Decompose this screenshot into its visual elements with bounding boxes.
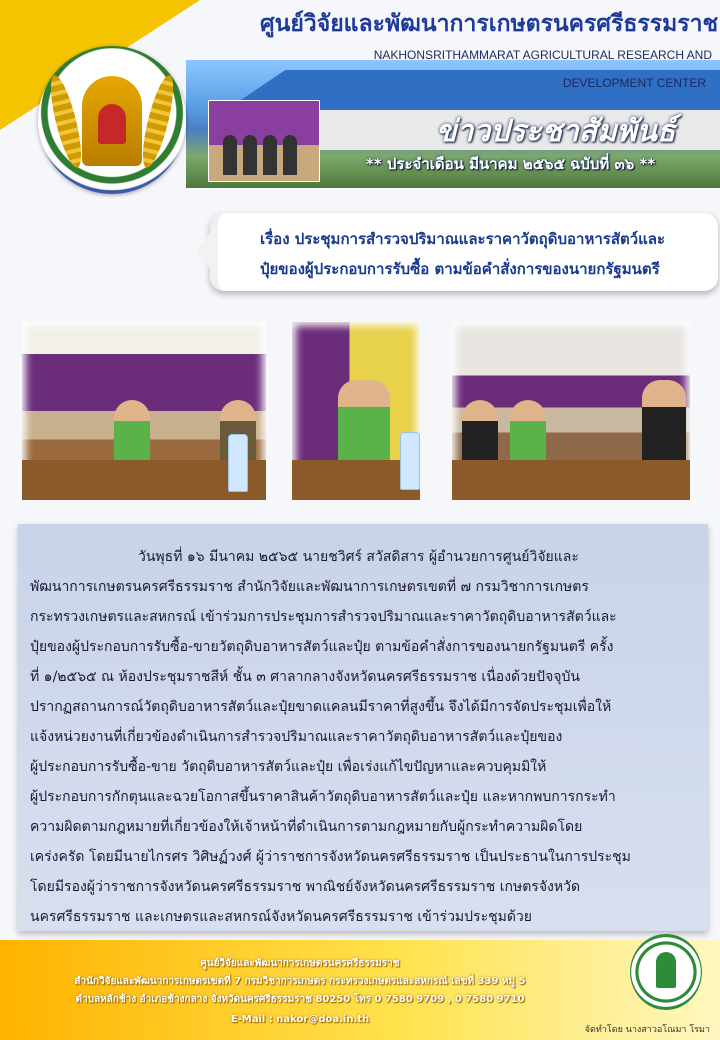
footer-emblem-logo [630,934,702,1010]
body-line: ความผิดตามกฎหมายที่เกี่ยวข้องให้เจ้าหน้าที่ดำเนินการตามกฎหมายกับผู้กระทำความผิดโดย [30,819,583,835]
doa-emblem-logo [38,46,186,194]
body-line: เคร่งครัด โดยมีนายไกรศร วิศิษฏ์วงศ์ ผู้ว่าราชการจังหวัดนครศรีธรรมราช เป็นประธานในการประชุม [30,849,631,865]
body-line: นครศรีธรรมราช และเกษตรและสหกรณ์จังหวัดนครศรีธรรมราช เข้าร่วมประชุมด้วย [30,909,532,925]
body-line: ที่ ๑/๒๕๖๕ ณ ห้องประชุมราชสีห์ ชั้น ๓ ศาลากลางจังหวัดนครศรีธรรมราช เนื่องด้วยปัจจุบัน [30,669,580,685]
center-title-thai: ศูนย์วิจัยและพัฒนาการเกษตรนครศรีธรรมราช [260,11,719,37]
center-title-english-line2: DEVELOPMENT CENTER [562,76,706,90]
body-line: กระทรวงเกษตรและสหกรณ์ เข้าร่วมการประชุมการสำรวจปริมาณและราคาวัตถุดิบอาหารสัตว์และ [30,609,617,625]
body-line: โดยมีรองผู้ว่าราชการจังหวัดนครศรีธรรมราช พาณิชย์จังหวัดนครศรีธรรมราช เกษตรจังหวัด [30,879,581,895]
subject-line-1: เรื่อง ประชุมการสำรวจปริมาณและราคาวัตถุดิบอาหารสัตว์และ [260,230,666,248]
body-line: แจ้งหน่วยงานที่เกี่ยวข้องดำเนินการสำรวจปริมาณและราคาวัตถุดิบอาหารสัตว์และปุ๋ยของ [30,729,563,745]
newsletter-title: ข่าวประชาสัมพันธ์ [436,114,676,149]
header [0,0,720,190]
body-line: พัฒนาการเกษตรนครศรีธรรมราช สำนักวิจัยและพัฒนาการเกษตรเขตที่ ๗ กรมวิชาการเกษตร [30,579,589,595]
body-line: ปุ๋ยของผู้ประกอบการรับซื้อ-ขายวัตถุดิบอาหารสัตว์และปุ๋ย ตามข้อคำสั่งการของนายกรัฐมนตรี ครั้ง [30,639,614,655]
meeting-photo-1 [22,322,266,500]
footer-email: E-Mail : nakor@doa.in.th [230,1014,370,1025]
body-line: ผู้ประกอบการกักตุนและฉวยโอกาสขึ้นราคาสินค้าวัตถุดิบอาหารสัตว์และปุ๋ย และหากพบการกระทำ [30,789,616,805]
footer-address-line-1: สำนักวิจัยและพัฒนาการเกษตรเขตที่ 7 กรมวิชาการเกษตร กระทรวงเกษตรและสหกรณ์ เลขที่ 339 หมู่ 5 [74,976,526,987]
footer-credit: จัดทำโดย นางสาวอโณมา โรมา [584,1025,710,1035]
issue-label: ** ประจำเดือน มีนาคม ๒๕๖๕ ฉบับที่ ๓๖ ** [366,155,656,173]
article-body [18,524,708,931]
meeting-photo-3 [452,322,690,500]
body-line: วันพุธที่ ๑๖ มีนาคม ๒๕๖๕ นายชวิศร์ สวัสดิสาร ผู้อำนวยการศูนย์วิจัยและ [138,549,579,565]
footer-center-name: ศูนย์วิจัยและพัฒนาการเกษตรนครศรีธรรมราช [200,958,400,969]
center-title-english-line1: NAKHONSRITHAMMARAT AGRICULTURAL RESEARCH AND [373,48,712,62]
header-inset-photo [208,100,320,182]
subject-box [210,213,718,291]
subject-line-2: ปุ๋ยของผู้ประกอบการรับซื้อ ตามข้อคำสั่งการของนายกรัฐมนตรี [260,260,660,278]
body-line: ผู้ประกอบการรับซื้อ-ขาย วัตถุดิบอาหารสัตว์และปุ๋ย เพื่อเร่งแก้ไขปัญหาและควบคุมมิให้ [30,759,547,775]
body-line: ปรากฏสถานการณ์วัตถุดิบอาหารสัตว์และปุ๋ยขาดแคลนมีราคาที่สูงขึ้น จึงได้มีการจัดประชุมเพื่อให้ [30,699,612,715]
meeting-photo-2 [292,322,420,500]
footer-address-line-2: ตำบลหลักช้าง อำเภอช้างกลาง จังหวัดนครศรีธรรมราช 80250 โทร 0 7580 9709 , 0 7580 9710 [75,994,525,1005]
